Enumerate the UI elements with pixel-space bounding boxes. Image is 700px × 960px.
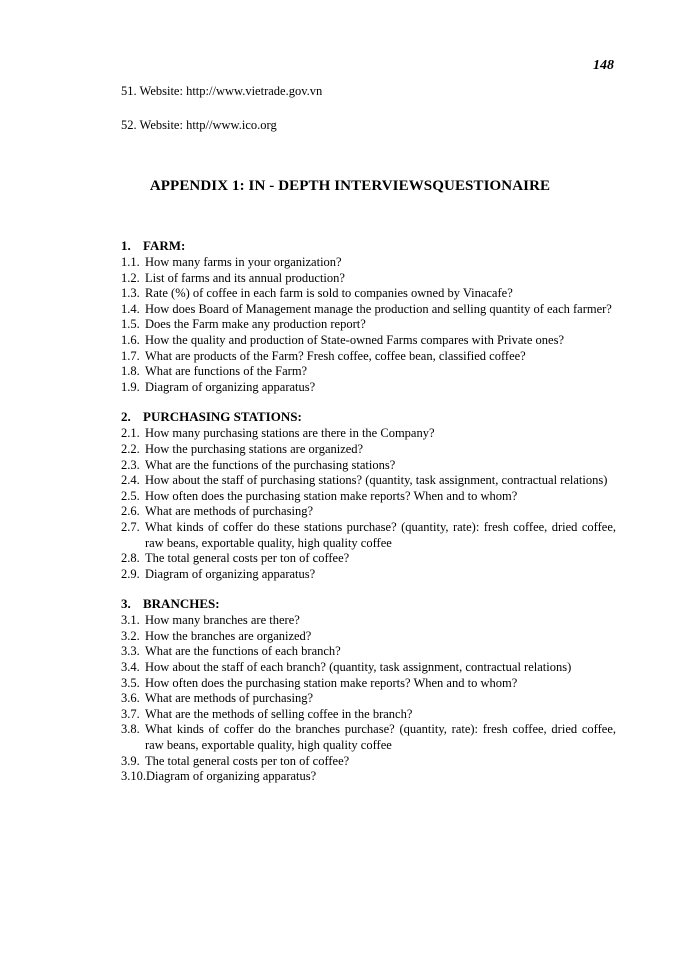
question-text: Diagram of organizing apparatus?: [146, 769, 317, 784]
reference-link[interactable]: http//www.ico.org: [186, 118, 277, 132]
question-number: 1.6.: [121, 332, 140, 347]
question-number: 3.1.: [121, 613, 140, 628]
question-text: How about the staff of each branch? (quantity, task assignment, contractual relations): [145, 660, 572, 675]
question-number: 1.1.: [121, 255, 140, 269]
question-text: Diagram of organizing apparatus?: [145, 566, 316, 581]
question-item: [121, 660, 616, 676]
section-title: PURCHASING STATIONS:: [143, 409, 302, 425]
question-text: How often does the purchasing station make reports? When and to whom?: [145, 675, 518, 690]
question-number: 2.3.: [121, 457, 140, 472]
section-number: 2.: [121, 409, 131, 425]
questionnaire-section: [121, 596, 616, 785]
question-number: 3.4.: [121, 660, 140, 675]
question-item: [121, 707, 616, 723]
question-number: 3.7.: [121, 706, 140, 721]
page-number: 148: [593, 58, 614, 73]
question-text: How many branches are there?: [145, 613, 300, 628]
question-item: [121, 551, 616, 567]
questionnaire-section: [121, 409, 616, 582]
question-item: [121, 380, 616, 396]
question-item: [121, 458, 616, 474]
question-item: [121, 722, 616, 753]
question-number: 1.5.: [121, 317, 140, 332]
question-number: 1.7.: [121, 348, 140, 363]
section-heading: [121, 238, 616, 254]
question-text: Does the Farm make any production report?: [145, 317, 366, 332]
question-text: What kinds of coffer do these stations purchase? (quantity, rate): fresh coffee, dried coffee, raw beans, exportable quality, high quality coffee: [145, 519, 616, 550]
question-number: 2.9.: [121, 566, 140, 581]
question-text: Rate (%) of coffee in each farm is sold to companies owned by Vinacafe?: [145, 286, 513, 301]
reference-link[interactable]: http://www.vietrade.gov.vn: [186, 84, 323, 98]
question-list: [121, 255, 616, 395]
question-item: [121, 333, 616, 349]
question-text: What are methods of purchasing?: [145, 504, 313, 519]
reference-item: [121, 116, 621, 134]
question-item: [121, 691, 616, 707]
question-text: How about the staff of purchasing stations? (quantity, task assignment, contractual relations): [145, 473, 608, 488]
question-item: [121, 754, 616, 770]
question-item: [121, 769, 616, 785]
question-text: How often does the purchasing station make reports? When and to whom?: [145, 488, 518, 503]
question-number: 2.6.: [121, 504, 140, 519]
section-number: 3.: [121, 596, 131, 612]
question-list: [121, 613, 616, 785]
reference-item: [121, 82, 621, 100]
question-text: How many farms in your organization?: [145, 255, 342, 269]
question-text: How many purchasing stations are there in the Company?: [145, 426, 435, 441]
question-item: [121, 567, 616, 583]
reference-label: 52. Website:: [121, 118, 183, 132]
question-text: How the purchasing stations are organized?: [145, 441, 364, 456]
section-number: 1.: [121, 238, 131, 253]
questionnaire-section: [121, 238, 616, 395]
questionnaire-body: [121, 238, 616, 799]
question-item: [121, 613, 616, 629]
question-item: [121, 349, 616, 365]
question-number: 1.4.: [121, 301, 140, 316]
question-text: The total general costs per ton of coffee?: [145, 753, 350, 768]
question-number: 3.3.: [121, 644, 140, 659]
question-item: [121, 676, 616, 692]
reference-list: [121, 82, 621, 150]
question-number: 3.6.: [121, 691, 140, 706]
question-text: How the branches are organized?: [145, 628, 312, 643]
question-number: 3.9.: [121, 753, 140, 768]
question-number: 1.8.: [121, 364, 140, 379]
reference-label: 51. Website:: [121, 84, 183, 98]
appendix-title: APPENDIX 1: IN - DEPTH INTERVIEWSQUESTIONAIRE: [149, 178, 551, 194]
question-number: 3.2.: [121, 628, 140, 643]
question-text: What are the methods of selling coffee in the branch?: [145, 706, 413, 721]
question-number: 2.8.: [121, 551, 140, 566]
question-item: [121, 629, 616, 645]
question-item: [121, 426, 616, 442]
question-number: 1.3.: [121, 286, 140, 301]
question-text: What are products of the Farm? Fresh coffee, coffee bean, classified coffee?: [145, 348, 526, 363]
question-number: 2.5.: [121, 488, 140, 503]
question-text: What are functions of the Farm?: [145, 364, 308, 379]
question-text: What are the functions of each branch?: [145, 644, 341, 659]
question-item: [121, 442, 616, 458]
question-item: [121, 317, 616, 333]
question-number: 2.1.: [121, 426, 140, 441]
section-heading: [121, 596, 616, 612]
question-list: [121, 426, 616, 582]
question-text: What are methods of purchasing?: [145, 691, 313, 706]
question-text: List of farms and its annual production?: [145, 270, 345, 285]
question-item: [121, 504, 616, 520]
question-item: [121, 473, 616, 489]
question-text: What kinds of coffer do the branches purchase? (quantity, rate): fresh coffee, dried coffee, raw beans, exportable quality, high quality coffee: [145, 722, 616, 753]
question-number: 2.2.: [121, 441, 140, 456]
question-text: How the quality and production of State-owned Farms compares with Private ones?: [145, 332, 565, 347]
question-number: 1.9.: [121, 379, 140, 394]
question-item: [121, 520, 616, 551]
section-title: BRANCHES:: [143, 596, 220, 612]
question-text: What are the functions of the purchasing stations?: [145, 457, 396, 472]
question-number: 3.5.: [121, 675, 140, 690]
question-item: [121, 364, 616, 380]
question-item: [121, 489, 616, 505]
question-number: 2.4.: [121, 473, 140, 488]
question-text: Diagram of organizing apparatus?: [145, 379, 316, 394]
question-item: [121, 644, 616, 660]
question-number: 2.7.: [121, 519, 140, 534]
question-text: The total general costs per ton of coffee?: [145, 551, 350, 566]
section-title: FARM:: [143, 238, 186, 253]
question-item: [121, 286, 616, 302]
question-item: [121, 255, 616, 271]
question-item: [121, 271, 616, 287]
question-item: [121, 302, 616, 318]
question-number: 3.8.: [121, 722, 140, 737]
question-number: 1.2.: [121, 270, 140, 285]
question-number: 3.10.: [121, 769, 146, 784]
section-heading: [121, 409, 616, 425]
question-text: How does Board of Management manage the production and selling quantity of each farmer?: [145, 301, 612, 316]
